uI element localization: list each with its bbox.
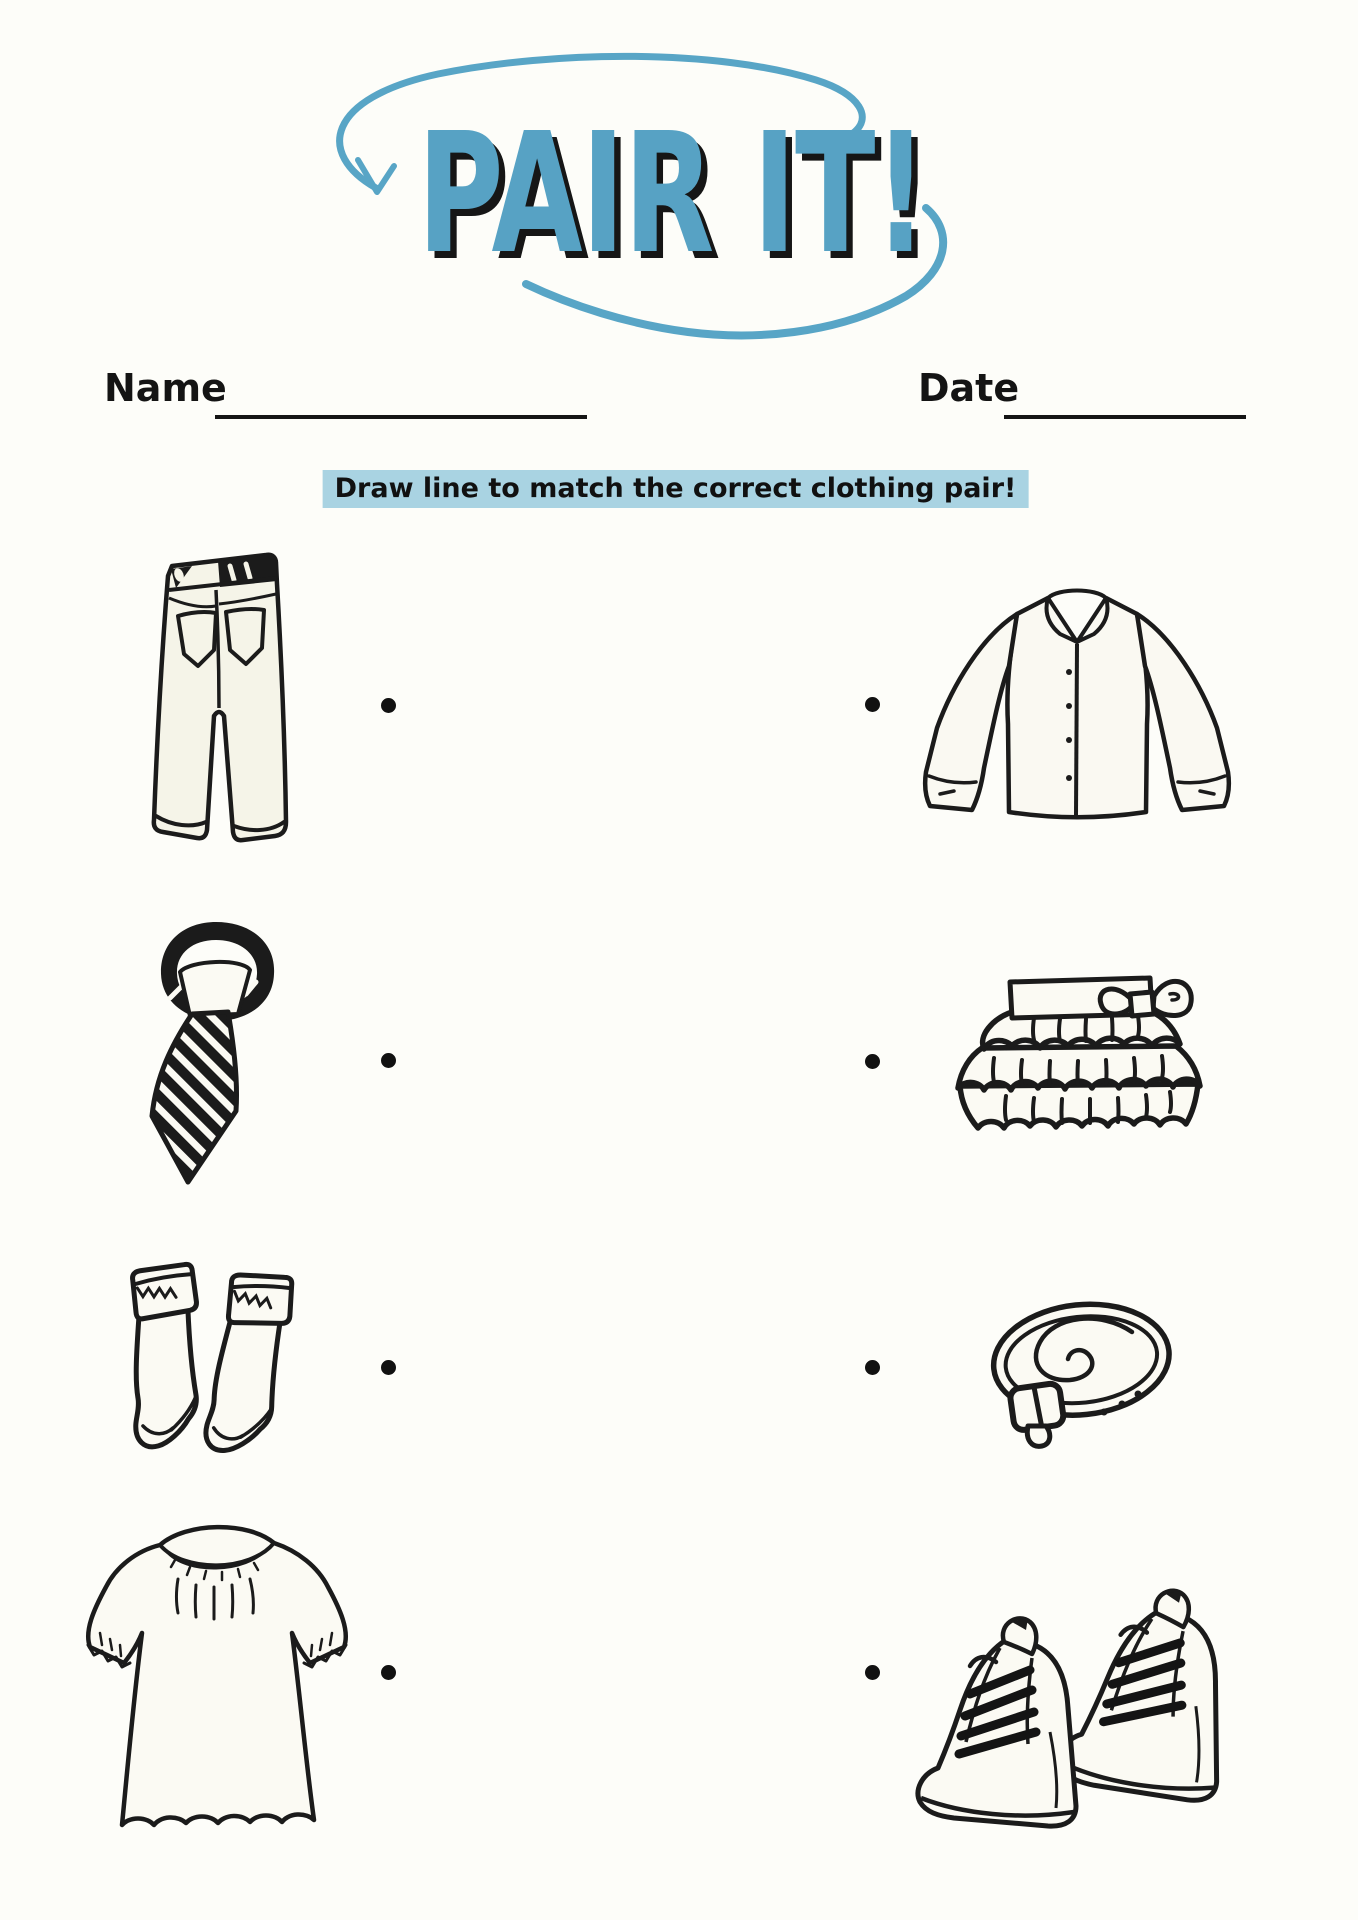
instruction-text: Draw line to match the correct clothing pair! xyxy=(334,473,1017,504)
socks-illustration xyxy=(120,1258,316,1462)
date-label: Date xyxy=(918,366,1020,410)
necktie-icon xyxy=(140,916,290,1191)
name-input-line[interactable] xyxy=(215,414,587,419)
match-dot-right-row4[interactable] xyxy=(865,1665,880,1680)
blouse-illustration xyxy=(78,1515,355,1863)
boots-illustration xyxy=(908,1586,1235,1834)
dress-shirt-illustration xyxy=(920,572,1235,844)
date-input-line[interactable] xyxy=(1004,414,1246,419)
pants-illustration xyxy=(148,550,290,858)
match-dot-left-row1[interactable] xyxy=(381,698,396,713)
pants-icon xyxy=(148,550,290,858)
instruction-banner xyxy=(323,470,1029,508)
name-label: Name xyxy=(104,366,227,410)
match-dot-right-row2[interactable] xyxy=(865,1054,880,1069)
boots-icon xyxy=(908,1586,1235,1834)
tutu-skirt-illustration xyxy=(946,962,1213,1150)
page-title: PAIR IT! xyxy=(417,98,927,291)
match-dot-left-row3[interactable] xyxy=(381,1360,396,1375)
necktie-illustration xyxy=(140,916,290,1191)
match-dot-right-row3[interactable] xyxy=(865,1360,880,1375)
match-dot-right-row1[interactable] xyxy=(865,697,880,712)
dress-shirt-icon xyxy=(920,572,1235,844)
match-dot-left-row4[interactable] xyxy=(381,1665,396,1680)
match-dot-left-row2[interactable] xyxy=(381,1053,396,1068)
socks-icon xyxy=(120,1258,316,1462)
belt-icon xyxy=(982,1296,1176,1450)
tutu-skirt-icon xyxy=(946,962,1213,1150)
belt-illustration xyxy=(982,1296,1176,1450)
blouse-icon xyxy=(78,1515,355,1863)
